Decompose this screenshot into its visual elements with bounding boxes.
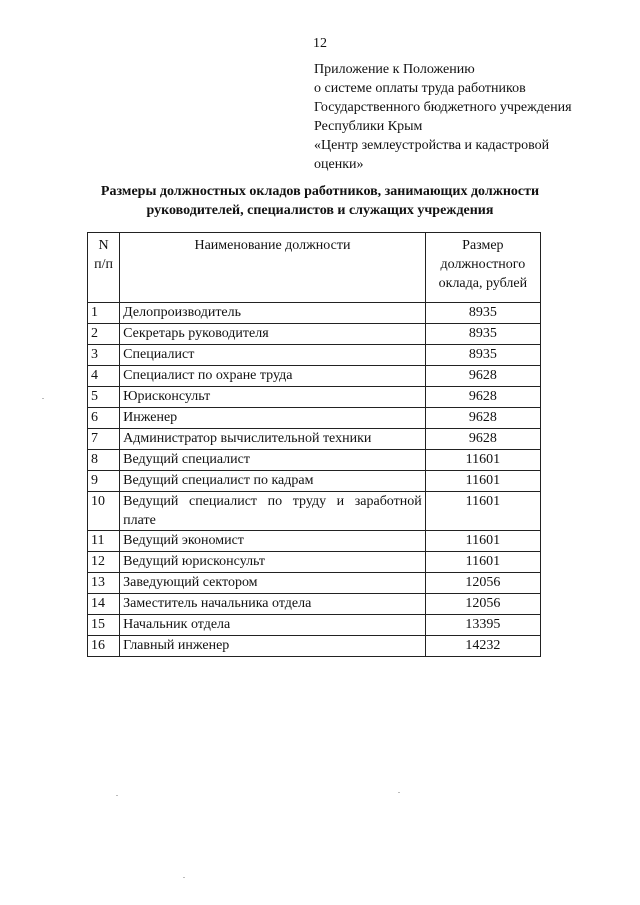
page-number: 12 [313, 36, 327, 51]
row-salary: 14232 [425, 636, 540, 657]
table-row [88, 531, 541, 552]
row-position-name: Заместитель начальника отдела [120, 594, 426, 615]
row-number: 12 [88, 552, 120, 573]
row-number: 7 [88, 429, 120, 450]
row-number: 16 [88, 636, 120, 657]
row-position-name: Заведующий сектором [120, 573, 426, 594]
header-salary-line2: должностного [440, 257, 526, 272]
row-number: 2 [88, 324, 120, 345]
table-row [88, 408, 541, 429]
table-row [88, 471, 541, 492]
table-row [88, 594, 541, 615]
header-number-line2: п/п [94, 257, 114, 272]
row-position-name: Инженер [120, 408, 426, 429]
annex-line: «Центр землеустройства и кадастровой [314, 138, 550, 153]
row-number: 4 [88, 366, 120, 387]
header-salary-line3: оклада, рублей [438, 276, 528, 291]
row-salary: 13395 [425, 615, 540, 636]
row-salary: 8935 [425, 345, 540, 366]
table-row [88, 324, 541, 345]
row-position-name: Начальник отдела [120, 615, 426, 636]
header-position-name [120, 233, 426, 303]
row-number: 11 [88, 531, 120, 552]
row-salary: 9628 [425, 366, 540, 387]
row-salary: 8935 [425, 303, 540, 324]
header-number-line1: N [98, 238, 109, 253]
header-number [88, 233, 120, 303]
row-position-name: Ведущий специалист по труду и заработной плате [120, 492, 426, 531]
row-number: 1 [88, 303, 120, 324]
row-salary: 11601 [425, 450, 540, 471]
row-position-name: Ведущий экономист [120, 531, 426, 552]
table-row [88, 450, 541, 471]
row-number: 14 [88, 594, 120, 615]
annex-block [314, 60, 614, 174]
row-salary: 8935 [425, 324, 540, 345]
scan-speck [398, 792, 400, 793]
annex-line: Приложение к Положению [314, 62, 475, 77]
row-salary: 9628 [425, 387, 540, 408]
title-line: Размеры должностных окладов работников, занимающих должности [100, 184, 540, 199]
row-number: 13 [88, 573, 120, 594]
table-row [88, 429, 541, 450]
table-row [88, 636, 541, 657]
table-row [88, 615, 541, 636]
row-salary: 12056 [425, 594, 540, 615]
row-number: 15 [88, 615, 120, 636]
table-row [88, 387, 541, 408]
row-number: 9 [88, 471, 120, 492]
salary-table [87, 232, 541, 657]
annex-line: Государственного бюджетного учреждения [314, 100, 572, 115]
row-salary: 12056 [425, 573, 540, 594]
row-number: 6 [88, 408, 120, 429]
table-row [88, 345, 541, 366]
table-row [88, 366, 541, 387]
table-row [88, 492, 541, 531]
header-name-text: Наименование должности [194, 238, 351, 253]
document-title [60, 182, 580, 220]
table-row [88, 303, 541, 324]
row-position-name: Делопроизводитель [120, 303, 426, 324]
row-number: 8 [88, 450, 120, 471]
row-salary: 9628 [425, 408, 540, 429]
annex-line: Республики Крым [314, 119, 423, 134]
row-number: 5 [88, 387, 120, 408]
row-number: 10 [88, 492, 120, 531]
row-position-name: Ведущий специалист по кадрам [120, 471, 426, 492]
row-position-name: Администратор вычислительной техники [120, 429, 426, 450]
row-position-name: Ведущий специалист [120, 450, 426, 471]
row-position-name: Ведущий юрисконсульт [120, 552, 426, 573]
row-position-name: Главный инженер [120, 636, 426, 657]
annex-line: о системе оплаты труда работников [314, 81, 526, 96]
row-salary: 9628 [425, 429, 540, 450]
table-row [88, 573, 541, 594]
table-header-row [88, 233, 541, 303]
header-salary [425, 233, 540, 303]
row-salary: 11601 [425, 531, 540, 552]
scan-speck [42, 398, 44, 399]
title-line: руководителей, специалистов и служащих учреждения [146, 203, 494, 218]
scan-speck [183, 877, 185, 878]
header-salary-line1: Размер [462, 238, 504, 253]
row-position-name: Специалист [120, 345, 426, 366]
row-salary: 11601 [425, 492, 540, 531]
row-position-name: Юрисконсульт [120, 387, 426, 408]
row-position-name: Специалист по охране труда [120, 366, 426, 387]
row-salary: 11601 [425, 471, 540, 492]
row-number: 3 [88, 345, 120, 366]
scan-speck [116, 795, 118, 796]
row-salary: 11601 [425, 552, 540, 573]
table-row [88, 552, 541, 573]
row-position-name: Секретарь руководителя [120, 324, 426, 345]
annex-line: оценки» [314, 157, 364, 172]
